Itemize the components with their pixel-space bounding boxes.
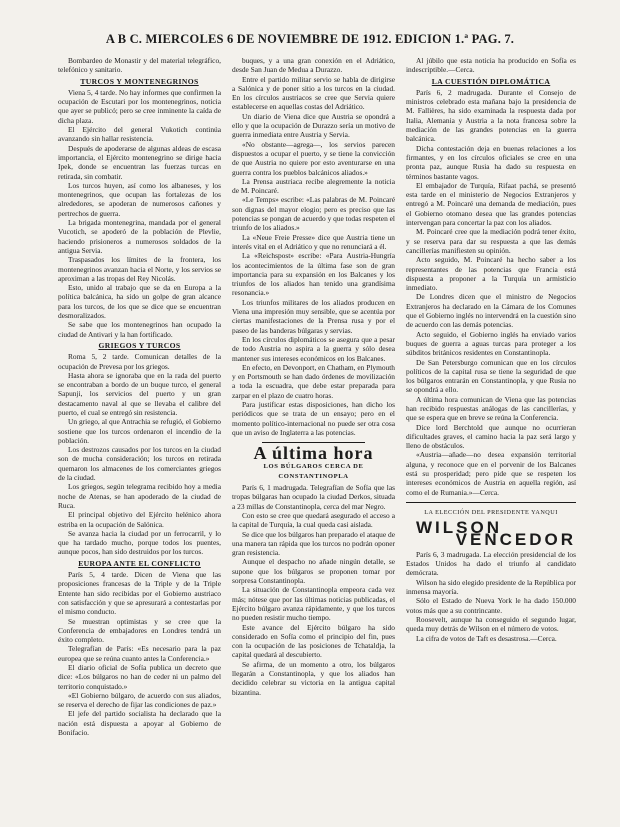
vencedor-headline: VENCEDOR	[455, 529, 576, 549]
article-paragraph: Sólo el Estado de Nueva York le ha dado 150.000 votos más que a su contrincante.	[406, 596, 576, 615]
article-paragraph: Con esto se cree que quedará asegurado el acceso a la capital de Turquía, la cual queda casi aislada.	[232, 510, 395, 530]
article-paragraph: Se avanza hacia la ciudad por un ferrocarril, y lo que ha tardado mucho, porque todos los puentes, aunque pocos, han sido destruidos por los turcos.	[58, 528, 221, 557]
article-paragraph: Este avance del Ejército búlgaro ha sido considerado en Sofía como el principio del fin, pues con la ocupación de las posiciones de Tchataldja, la capital quedará al descubierto.	[232, 622, 395, 660]
article-paragraph: Esto, unido al trabajo que se da en Europa a la política balcánica, ha sido un golpe de gran alcance para los turcos, de los que se dice que se encuentran desmoralizados.	[58, 283, 221, 321]
article-paragraph: «Le Temps» escribe: «Las palabras de M. Poincaré son dignas del mayor elogio; pero es preciso que las potencias se pongan de acuerdo y que todas respeten el triunfo de los aliados.»	[232, 195, 395, 233]
section-heading-griegos-turcos: GRIEGOS Y TURCOS	[98, 340, 181, 350]
article-paragraph: La situación de Constantinopla empeora cada vez más; nótese que por las últimas noticias publicadas, el Ejército búlgaro avanza rápidamente, y que los turcos no pueden resistir mucho tiempo.	[232, 585, 395, 623]
article-paragraph: «No obstante—agrega—, los servios parecen dispuestos a ocupar el puerto, y se tiene la convicción de que Austria no quiere por esto aventurarse en una guerra contra los pueblos balcánicos aliados.»	[232, 139, 395, 177]
article-paragraph: En efecto, en Devonport, en Chatham, en Plymouth y en Portsmouth se han dado órdenes de movilización a toda la escuadra, que debe estar preparada para zarpar en el plazo de cuatro horas.	[232, 362, 395, 400]
divider	[406, 502, 576, 503]
article-paragraph: El jefe del partido socialista ha declarado que la nación está dispuesta a apoyar al Gobierno de Bonifacio.	[58, 709, 221, 738]
article-paragraph: Wilson ha sido elegido presidente de la República por inmensa mayoría.	[406, 577, 576, 597]
column-2	[232, 56, 395, 826]
article-paragraph: Para justificar estas disposiciones, han dicho los periódicos que se trata de un ensayo; pero en el momento político-internacional no puede ser otra cosa que un aviso de Inglaterra a las potencias.	[232, 399, 395, 437]
article-paragraph: El Ejército del general Vukotich continúa avanzando sin hallar resistencia.	[58, 125, 221, 144]
article-paragraph: Viena 5, 4 tarde. No hay informes que confirmen la ocupación de Escutari por los montenegrinos, noticia que ayer se publicó; pero se cree inminente la caída de dicha plaza.	[58, 87, 221, 125]
article-paragraph: Después de apoderarse de algunas aldeas de escasa importancia, el Ejército montenegrino se dirige hacia Ipek, donde se encuentran las fuerzas turcas en retirada, sin combatir.	[58, 143, 221, 181]
article-paragraph: buques, y a una gran conexión en el Adriático, desde San Juan de Medua a Durazzo.	[232, 56, 395, 75]
article-paragraph: Los destrozos causados por los turcos en la ciudad son de mucha consideración; los turcos en retirada quemaron los almacenes de los comerciantes griegos de la ciudad.	[58, 445, 221, 483]
article-paragraph: A última hora comunican de Viena que las potencias han recibido respuestas análogas de las cancillerías, y que se espera que en breve se reúna la Conferencia.	[406, 394, 576, 423]
article-paragraph: La cifra de votos de Taft es desastrosa.—Cerca.	[416, 633, 557, 643]
article-paragraph: Se muestran optimistas y se cree que la Conferencia de embajadores en Londres tendrá un éxito completo.	[58, 616, 221, 645]
article-paragraph: «Austria—añade—no desea expansión territorial alguna, y reconoce que en el porvenir de los Balcanes está su prosperidad; pero pide que se respeten los intereses económicos de Austria en aquella región, así como el de Rumania.»—Cerca.	[406, 450, 576, 497]
article-paragraph: De Londres dicen que el ministro de Negocios Extranjeros ha declarado en la Cámara de los Comunes que el Gobierno inglés no intervendrá en la cuestión sino de acuerdo con las demás potencias.	[406, 292, 576, 330]
article-paragraph: Hasta ahora se ignoraba que en la rada del puerto se encontraban a bordo de un buque turco, el general Sapunji, los servicios del puerto y un gran destacamento naval al que se llevaba el calibre del puerto, el cual se entregó sin resistencia.	[58, 370, 221, 417]
article-paragraph: Los turcos huyen, así como los albaneses, y los montenegrinos, que ocupan las fortalezas de los alrededores, se apoderan de numerosos cañones y pertrechos de guerra.	[58, 180, 221, 218]
column-3	[406, 56, 576, 826]
section-heading-eleccion: LA ELECCIÓN DEL PRESIDENTE YANQUI	[424, 508, 558, 516]
section-heading-europa: EUROPA ANTE EL CONFLICTO	[78, 558, 201, 568]
article-paragraph: Bombardeo de Monastir y del material telegráfico, telefónico y sanitario.	[58, 56, 221, 75]
article-paragraph: Acto seguido, M. Poincaré ha hecho saber a los representantes de las potencias que Francia está dispuesta a proponer a la Turquía un armisticio inmediato.	[406, 255, 576, 293]
article-paragraph: Se afirma, de un momento a otro, los búlgaros llegarán a Constantinopla, y que los aliados han decidido celebrar su victoria en la antigua capital bizantina.	[232, 659, 395, 697]
article-paragraph: De San Petersburgo comunican que en los círculos políticos de la capital rusa se tiene la seguridad de que los búlgaros entrarán en Constantinopla, y que Rusia no se opondrá a ello.	[406, 357, 576, 395]
article-paragraph: Los triunfos militares de los aliados producen en Viena una impresión muy sensible, que se acentúa por ciertas manifestaciones de la Prensa rusa y por el paseo de las banderas búlgaras y servias.	[232, 297, 395, 335]
article-paragraph: Se dice que los búlgaros han preparado el ataque de una manera tan rápida que los turcos no podrán oponer gran resistencia.	[232, 529, 395, 558]
article-paragraph: Acto seguido, el Gobierno inglés ha enviado varios buques de guerra a aguas turcas para proteger a los súbditos británicos residentes en Constantinopla.	[406, 329, 576, 358]
article-paragraph: Un diario de Viena dice que Austria se opondrá a ello y que la ocupación de Durazzo sería un motivo de guerra inmediata entre Austria y Servia.	[232, 111, 395, 140]
article-paragraph: Un griego, al que Antrachia se refugió, el Gobierno sostiene que los turcos ordenaron el incendio de la población.	[58, 417, 221, 445]
article-paragraph: El diario oficial de Sofía publica un decreto que dice: «Los búlgaros no han de ceder ni un palmo del territorio conquistado.»	[58, 663, 221, 691]
article-paragraph: La brigada montenegrina, mandada por el general Vucotich, se apoderó de la población de Plevlie, haciendo prisioneros a numerosos soldados de la antigua Servia.	[58, 218, 221, 255]
article-paragraph: París 5, 4 tarde. Dicen de Viena que las proposiciones francesas de la Triple y de la Triple Entente han sido recibidas por el Gobierno austriaco con satisfacción y que se apresurará a contestarlas por el mismo conducto.	[58, 570, 221, 617]
article-paragraph: Aunque el despacho no añade ningún detalle, se supone que los búlgaros se proponen tomar por sorpresa Constantinopla.	[232, 557, 395, 586]
article-paragraph: El principal objetivo del Ejército helénico ahora estriba en la ocupación de Salónica.	[58, 510, 221, 529]
article-paragraph: Roosevelt, aunque ha conseguido el segundo lugar, queda muy detrás de Wilson en el número de votos.	[406, 614, 576, 634]
article-paragraph: Roma 5, 2 tarde. Comunican detalles de la ocupación de Prevesa por los griegos.	[58, 352, 221, 371]
article-paragraph: El embajador de Turquía, Rifaat pachá, se presentó esta tarde en el ministerio de Negocios Extranjeros y entregó a M. Poincaré una demanda de mediación, pues el Gobierno otomano desea que las grandes potencias intervengan para concertar la paz con los aliados.	[406, 180, 576, 228]
page-header: A B C. MIERCOLES 6 DE NOVIEMBRE DE 1912. EDICION 1.ª PAG. 7.	[105, 32, 515, 46]
article-paragraph: La «Reichspost» escribe: «Para Austria-Hungría los acontecimientos de la última fase son de gran importancia para su expansión en los Balcanes y los triunfos de los aliados han tenido una grandísima resonancia.»	[232, 251, 395, 298]
article-paragraph: París 6, 2 madrugada. Durante el Consejo de ministros celebrado esta mañana bajo la presidencia de M. Fallières, ha sido examinada la respuesta dada por Italia, Alemania y Austria a la nota francesa sobre la mediación de las grandes potencias en la guerra balcánica.	[406, 87, 576, 144]
article-paragraph: Entre el partido militar servio se habla de dirigirse a Salónica y de poner sitio a los turcos en la ciudad. En los círculos austriacos se cree que Servia quiere establecerse en aquellas costas del Adriático.	[232, 74, 395, 112]
article-paragraph: La Prensa austriaca recibe alegremente la noticia de M. Poincaré.	[232, 176, 395, 196]
article-paragraph: Al júbilo que esta noticia ha producido en Sofía es indescriptible.—Cerca.	[406, 56, 576, 75]
article-paragraph: Los griegos, según telegrama recibido hoy a media noche de Atenas, se han apoderado de la ciudad de Ruca.	[58, 482, 221, 510]
section-heading-turcos-montenegrinos: TURCOS Y MONTENEGRINOS	[80, 76, 199, 86]
article-paragraph: Traspasados los límites de la frontera, los montenegrinos avanzan hacia el Norte, y los servios se aproximan a las tropas del Rey Nicolás.	[58, 255, 221, 283]
column-1	[58, 56, 221, 826]
article-paragraph: M. Poincaré cree que la mediación podrá tener éxito, y se reserva para dar su respuesta a que las demás cancillerías manifiesten su opinión.	[406, 227, 576, 255]
article-paragraph: «El Gobierno búlgaro, de acuerdo con sus aliados, se reserva el derecho de fijar las condiciones de paz.»	[58, 690, 221, 710]
article-paragraph: Telegrafían de París: «Es necesario para la paz europea que se reúna cuanto antes la Conferencia.»	[58, 644, 221, 663]
article-paragraph: Dice lord Berchtold que aunque no ocurrieran dificultades graves, el camino hacia la paz será largo y lleno de obstáculos.	[406, 422, 576, 451]
article-paragraph: París 6, 3 madrugada. La elección presidencial de los Estados Unidos ha dado el triunfo al candidato demócrata.	[406, 549, 576, 578]
article-paragraph: París 6, 1 madrugada. Telegrafían de Sofía que las tropas búlgaras han ocupado la ciudad Derkos, situada a 23 millas de Constantinopla, cerca del mar Negro.	[232, 483, 395, 511]
section-heading-bulgaros-constantinopla: LOS BÚLGAROS CERCA DE CONSTANTINOPLA	[263, 463, 364, 480]
ultima-hora-title: A última hora	[253, 443, 374, 464]
wilson-headline: WILSON	[416, 518, 502, 538]
article-paragraph: Dicha contestación deja en buenas relaciones a los firmantes, y en los círculos oficiales se cree en una pronta paz, aunque Rusia ha dado su respuesta en términos bastante vagos.	[406, 143, 576, 181]
article-paragraph: En los círculos diplomáticos se asegura que a pesar de todo Austria no aspira a la guerra y sólo desea mantener sus intereses económicos en los Balcanes.	[232, 334, 395, 363]
article-paragraph: La «Neue Freie Presse» dice que Austria tiene un interés vital en el Adriático y que no renunciará a él.	[232, 232, 395, 251]
article-paragraph: Se sabe que los montenegrinos han ocupado la ciudad de Antivari y la han fortificado.	[58, 320, 221, 339]
section-heading-cuestion-diplomatica: LA CUESTIÓN DIPLOMÁTICA	[431, 76, 551, 86]
